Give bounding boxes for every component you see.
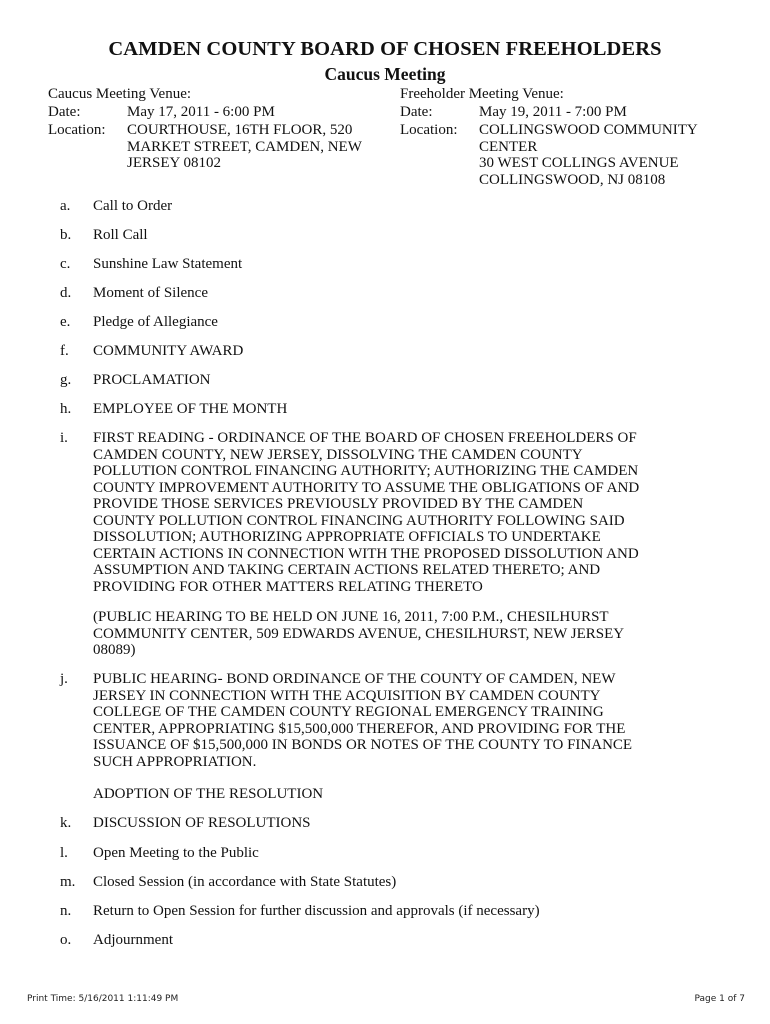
agenda-item-text: CENTER, APPROPRIATING $15,500,000 THEREFOR, AND PROVIDING FOR THE	[93, 720, 626, 737]
agenda-item-text: FIRST READING - ORDINANCE OF THE BOARD OF CHOSEN FREEHOLDERS OF	[93, 430, 637, 446]
agenda-item-text: (PUBLIC HEARING TO BE HELD ON JUNE 16, 2011, 7:00 P.M., CHESILHURST	[93, 609, 609, 625]
caucus-location-label: Location:	[48, 122, 106, 138]
agenda-item-text: 08089)	[93, 642, 136, 658]
agenda-item-text: PROCLAMATION	[93, 372, 211, 388]
agenda-item-text: Open Meeting to the Public	[93, 845, 259, 861]
freeholder-date-value: May 19, 2011 - 7:00 PM	[479, 104, 627, 120]
agenda-item-text: POLLUTION CONTROL FINANCING AUTHORITY; AUTHORIZING THE CAMDEN	[93, 463, 639, 479]
agenda-item-text: Call to Order	[93, 198, 173, 214]
agenda-item-letter: j.	[60, 671, 68, 687]
agenda-item-text: PROVIDING FOR OTHER MATTERS RELATING THERETO	[93, 578, 483, 595]
agenda-item-letter: h.	[60, 401, 72, 417]
agenda-item-text: Roll Call	[93, 227, 148, 243]
freeholder-location-line: COLLINGSWOOD, NJ 08108	[479, 171, 666, 188]
agenda-item-text: Adjournment	[93, 932, 173, 948]
footer-print-time: Print Time: 5/16/2011 1:11:49 PM	[27, 994, 179, 1004]
agenda-item-letter: e.	[60, 314, 71, 330]
footer-page-number: Page 1 of 7	[694, 994, 745, 1004]
agenda-item-letter: c.	[60, 256, 71, 272]
agenda-item-letter: n.	[60, 903, 72, 919]
agenda-item-letter: i.	[60, 430, 68, 446]
freeholder-location-line: 30 WEST COLLINGS AVENUE	[479, 155, 679, 171]
caucus-date-value: May 17, 2011 - 6:00 PM	[127, 104, 275, 120]
agenda-item-text: PROVIDE THOSE SERVICES PREVIOUSLY PROVIDED BY THE CAMDEN	[93, 496, 584, 512]
agenda-item-text: EMPLOYEE OF THE MONTH	[93, 401, 288, 417]
agenda-item-text: SUCH APPROPRIATION.	[93, 753, 257, 770]
agenda-item-text: JERSEY IN CONNECTION WITH THE ACQUISITION BY CAMDEN COUNTY	[93, 687, 601, 704]
agenda-item-letter: o.	[60, 932, 72, 948]
agenda-item-text: DISSOLUTION; AUTHORIZING APPROPRIATE OFFICIALS TO UNDERTAKE	[93, 529, 601, 545]
agenda-item-letter: m.	[60, 874, 76, 890]
agenda-item-letter: k.	[60, 815, 72, 831]
agenda-item-text: Moment of Silence	[93, 285, 208, 301]
agenda-item-text: Sunshine Law Statement	[93, 256, 243, 272]
caucus-date-label: Date:	[48, 104, 81, 120]
agenda-item-text: Pledge of Allegiance	[93, 314, 218, 330]
agenda-item-text: Closed Session (in accordance with State Statutes)	[93, 874, 397, 890]
agenda-item-letter: g.	[60, 372, 72, 388]
agenda-item-text: COUNTY POLLUTION CONTROL FINANCING AUTHORITY FOLLOWING SAID	[93, 512, 625, 529]
document-title: CAMDEN COUNTY BOARD OF CHOSEN FREEHOLDERS	[108, 38, 662, 60]
agenda-item-text: CAMDEN COUNTY, NEW JERSEY, DISSOLVING THE CAMDEN COUNTY	[93, 446, 583, 463]
freeholder-location-label: Location:	[400, 122, 458, 138]
agenda-item-text: COMMUNITY AWARD	[93, 343, 244, 359]
agenda-item-text: COLLEGE OF THE CAMDEN COUNTY REGIONAL EMERGENCY TRAINING	[93, 704, 604, 720]
agenda-item-letter: d.	[60, 285, 72, 301]
agenda-item-letter: f.	[60, 343, 69, 359]
freeholder-venue-heading: Freeholder Meeting Venue:	[400, 86, 564, 102]
agenda-item-text: PUBLIC HEARING- BOND ORDINANCE OF THE COUNTY OF CAMDEN, NEW	[93, 671, 616, 687]
agenda-item-text: COMMUNITY CENTER, 509 EDWARDS AVENUE, CHESILHURST, NEW JERSEY	[93, 625, 625, 642]
caucus-location-line: MARKET STREET, CAMDEN, NEW	[127, 138, 362, 155]
agenda-item-text: CERTAIN ACTIONS IN CONNECTION WITH THE PROPOSED DISSOLUTION AND	[93, 545, 639, 562]
agenda-item-letter: l.	[60, 845, 68, 861]
document-subtitle: Caucus Meeting	[324, 64, 446, 84]
caucus-location-line: COURTHOUSE, 16TH FLOOR, 520	[127, 122, 353, 138]
caucus-location-line: JERSEY 08102	[127, 155, 222, 171]
freeholder-date-label: Date:	[400, 104, 433, 120]
agenda-item-letter: a.	[60, 198, 71, 214]
agenda-item-text: ISSUANCE OF $15,500,000 IN BONDS OR NOTES OF THE COUNTY TO FINANCE	[93, 737, 633, 753]
agenda-item-text: ADOPTION OF THE RESOLUTION	[93, 786, 324, 802]
agenda-item-text: DISCUSSION OF RESOLUTIONS	[93, 815, 311, 831]
caucus-venue-heading: Caucus Meeting Venue:	[48, 86, 192, 102]
agenda-item-letter: b.	[60, 227, 72, 243]
agenda-item-text: COUNTY IMPROVEMENT AUTHORITY TO ASSUME THE OBLIGATIONS OF AND	[93, 479, 640, 496]
freeholder-location-line: COLLINGSWOOD COMMUNITY	[479, 122, 698, 138]
freeholder-location-line: CENTER	[479, 138, 538, 155]
agenda-item-text: Return to Open Session for further discussion and approvals (if necessary)	[93, 903, 540, 919]
agenda-item-text: ASSUMPTION AND TAKING CERTAIN ACTIONS RELATED THERETO; AND	[93, 562, 601, 578]
